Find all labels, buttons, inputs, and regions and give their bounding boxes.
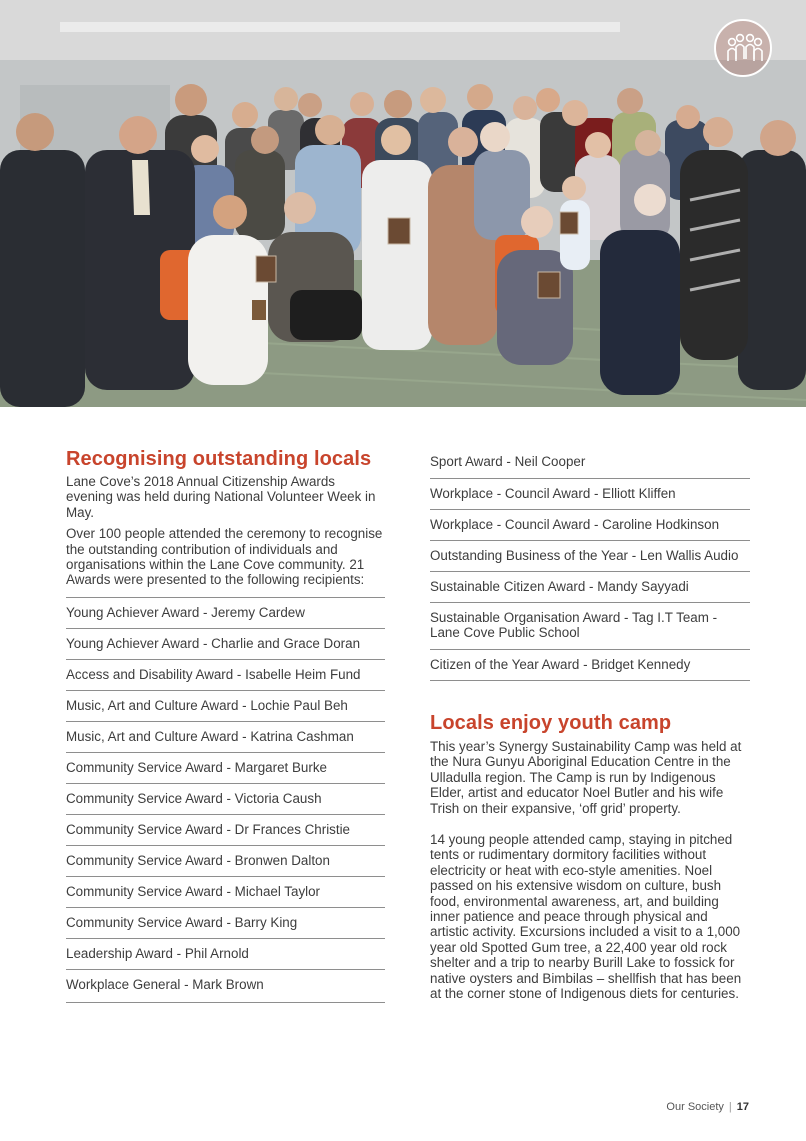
award-item: Community Service Award - Dr Frances Christie	[66, 815, 385, 846]
footer-separator: |	[728, 1101, 732, 1113]
award-item: Outstanding Business of the Year - Len Wallis Audio	[430, 541, 750, 572]
award-item: Music, Art and Culture Award - Katrina Cashman	[66, 722, 385, 753]
award-item: Community Service Award - Victoria Caush	[66, 784, 385, 815]
award-item: Workplace - Council Award - Elliott Kliffen	[430, 479, 750, 510]
award-list-right	[430, 448, 750, 681]
award-item: Citizen of the Year Award - Bridget Kennedy	[430, 650, 750, 681]
award-item: Community Service Award - Bronwen Dalton	[66, 846, 385, 877]
heading-youth-camp: Locals enjoy youth camp	[430, 712, 672, 734]
award-item: Music, Art and Culture Award - Lochie Paul Beh	[66, 691, 385, 722]
page-number: 17	[736, 1101, 749, 1113]
award-item: Workplace - Council Award - Caroline Hodkinson	[430, 510, 750, 541]
award-item: Access and Disability Award - Isabelle Heim Fund	[66, 660, 385, 691]
award-item: Community Service Award - Michael Taylor	[66, 877, 385, 908]
group-photo	[0, 0, 806, 407]
award-item: Leadership Award - Phil Arnold	[66, 939, 385, 970]
intro-paragraph: Lane Cove’s 2018 Annual Citizenship Awards evening was held during National Volunteer Week in May.	[66, 474, 376, 520]
camp-paragraph: This year’s Synergy Sustainability Camp was held at the Nura Gunyu Aboriginal Education Centre in the Ulladulla region. The Camp is run by Indigenous Elder, artist and educator Noel Butler and his wife Trish on their expansive, ‘off grid’ property.	[430, 739, 742, 816]
award-item: Sustainable Citizen Award - Mandy Sayyadi	[430, 572, 750, 603]
footer-section: Our Society	[666, 1101, 724, 1113]
right-column	[430, 448, 750, 1002]
left-column	[66, 447, 385, 1003]
award-item: Community Service Award - Margaret Burke	[66, 753, 385, 784]
award-item: Workplace General - Mark Brown	[66, 970, 385, 1003]
award-item: Young Achiever Award - Jeremy Cardew	[66, 598, 385, 629]
award-list-left	[66, 597, 385, 1003]
attendance-paragraph: Over 100 people attended the ceremony to recognise the outstanding contribution of individuals and organisations within the Lane Cove community. 21 Awards were presented to the following recipients:	[66, 526, 383, 588]
award-item: Community Service Award - Barry King	[66, 908, 385, 939]
people-group-icon	[714, 19, 772, 77]
heading-recognising-locals: Recognising outstanding locals	[66, 448, 372, 470]
award-item: Young Achiever Award - Charlie and Grace Doran	[66, 629, 385, 660]
award-item: Sustainable Organisation Award - Tag I.T Team - Lane Cove Public School	[430, 603, 750, 650]
page-footer	[666, 1100, 749, 1114]
group-photo-illustration	[0, 0, 806, 407]
camp-details-paragraph: 14 young people attended camp, staying in pitched tents or rudimentary dormitory facilities without electricity or heat with eco-style amenities. Noel passed on his extensive wisdom on culture, bush food, environmental awareness, art, and building inner patience and peace through physical and artistic activity. Excursions included a visit to a 1,000 year old Spotted Gum tree, a 22,400 year old rock shelter and a trip to nearby Burill Lake to fossick for native oysters and Bimbilas – shellfish that has been at the corner stone of Indigenous diets for centuries.	[430, 832, 742, 1002]
award-item: Sport Award - Neil Cooper	[430, 448, 750, 479]
